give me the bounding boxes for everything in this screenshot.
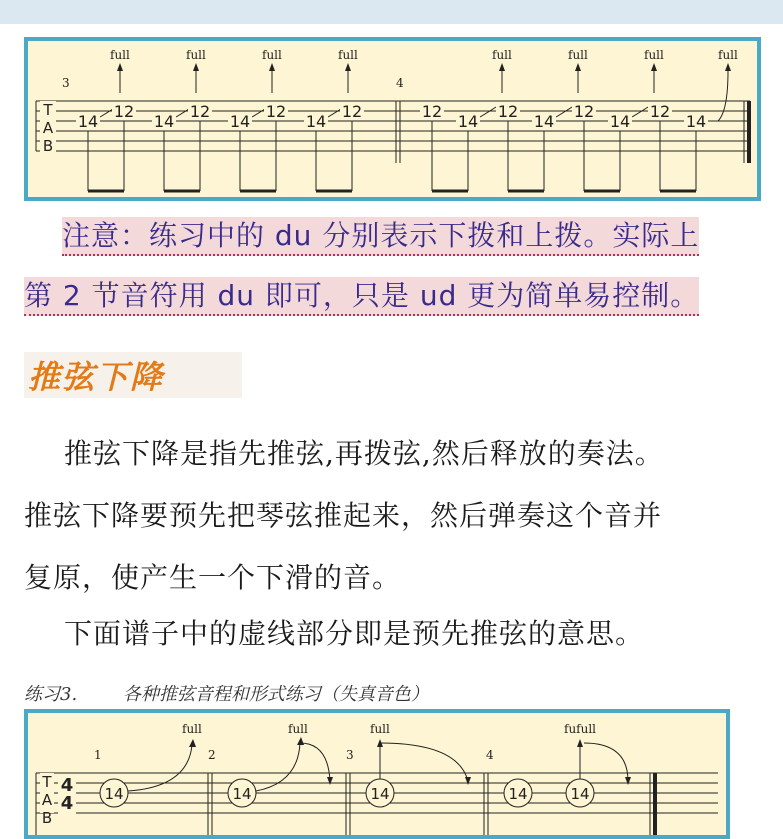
tab-note: 12: [189, 102, 211, 121]
bend-label: full: [568, 48, 588, 62]
tab-note: 14: [457, 112, 479, 131]
bend-arrow: [718, 71, 728, 121]
tab-note: 14: [153, 112, 175, 131]
section-heading: [24, 352, 242, 398]
bend-label: full: [182, 722, 202, 736]
tab-note: 14: [77, 112, 99, 131]
tab-staff-2: [24, 709, 730, 839]
note-text: 第 2 节音符用 du 即可，只是 ud 更为简单易控制。: [24, 277, 699, 316]
bend-label: full: [370, 722, 390, 736]
bend-label: full: [186, 48, 206, 62]
paragraph-line: 推弦下降是指先推弦,再拨弦,然后释放的奏法。: [64, 437, 664, 470]
note-line-2: [24, 274, 699, 314]
bend-arrow: [128, 745, 192, 791]
tab-letter: T: [43, 101, 53, 119]
paragraph-line: 推弦下降要预先把琴弦推起来，然后弹奏这个音并: [24, 499, 663, 532]
tab-letter: A: [42, 119, 54, 137]
note-text: 注意：练习中的 du 分别表示下拨和上拨。实际上: [62, 217, 699, 256]
bend-arrow: [584, 743, 628, 781]
bend-label: full: [110, 48, 130, 62]
paragraph-line: 下面谱子中的虚线部分即是预先推弦的意思。: [64, 617, 645, 650]
measure-number: 2: [208, 748, 216, 762]
bend-label: full: [262, 48, 282, 62]
tab-note: 14: [570, 785, 590, 803]
tab-note: 12: [421, 102, 443, 121]
tab-letter: B: [42, 137, 54, 155]
section-title: 推弦下降: [28, 358, 165, 396]
exercise-caption: [24, 680, 429, 706]
tab-note: 12: [341, 102, 363, 121]
bend-arrow: [380, 743, 468, 781]
tab-note: 14: [609, 112, 631, 131]
tab-note: 12: [265, 102, 287, 121]
tab-note: 12: [573, 102, 595, 121]
tab-note: 14: [533, 112, 555, 131]
tab-note: 14: [305, 112, 327, 131]
measure-number: 4: [396, 76, 404, 90]
bend-arrow: [256, 743, 330, 791]
tab-note: 14: [232, 785, 252, 803]
exercise-label: 练习3.: [24, 684, 78, 705]
tab-staff-1: [24, 37, 761, 201]
tab-note: 12: [113, 102, 135, 121]
tab-note: 14: [370, 785, 390, 803]
tab-note: 12: [649, 102, 671, 121]
tab-staff-1-svg: [28, 41, 757, 197]
tab-note: 14: [229, 112, 251, 131]
time-signature-bottom: 4: [60, 793, 74, 814]
tab-staff-2-svg: [28, 713, 726, 835]
time-signature-top: 4: [60, 775, 74, 796]
bend-label: full: [718, 48, 738, 62]
measure-number: 3: [346, 748, 354, 762]
top-banner: [0, 0, 783, 24]
tab-note: 14: [685, 112, 707, 131]
exercise-title: 各种推弦音程和形式练习（失真音色）: [122, 684, 429, 705]
note-line-1: [62, 214, 699, 254]
paragraph-line: 复原，使产生一个下滑的音。: [24, 561, 402, 594]
measure-number: 4: [486, 748, 494, 762]
tab-letter: B: [41, 809, 53, 827]
tab-note: 14: [104, 785, 124, 803]
tab-letter: A: [41, 791, 53, 809]
measure-number: 3: [62, 76, 70, 90]
bend-label: fufull: [564, 722, 597, 736]
tab-note: 14: [508, 785, 528, 803]
measure-number: 1: [94, 748, 102, 762]
bend-label: full: [492, 48, 512, 62]
bend-label: full: [644, 48, 664, 62]
tab-note: 12: [497, 102, 519, 121]
bend-label: full: [338, 48, 358, 62]
bend-label: full: [288, 722, 308, 736]
tab-letter: T: [42, 773, 52, 791]
